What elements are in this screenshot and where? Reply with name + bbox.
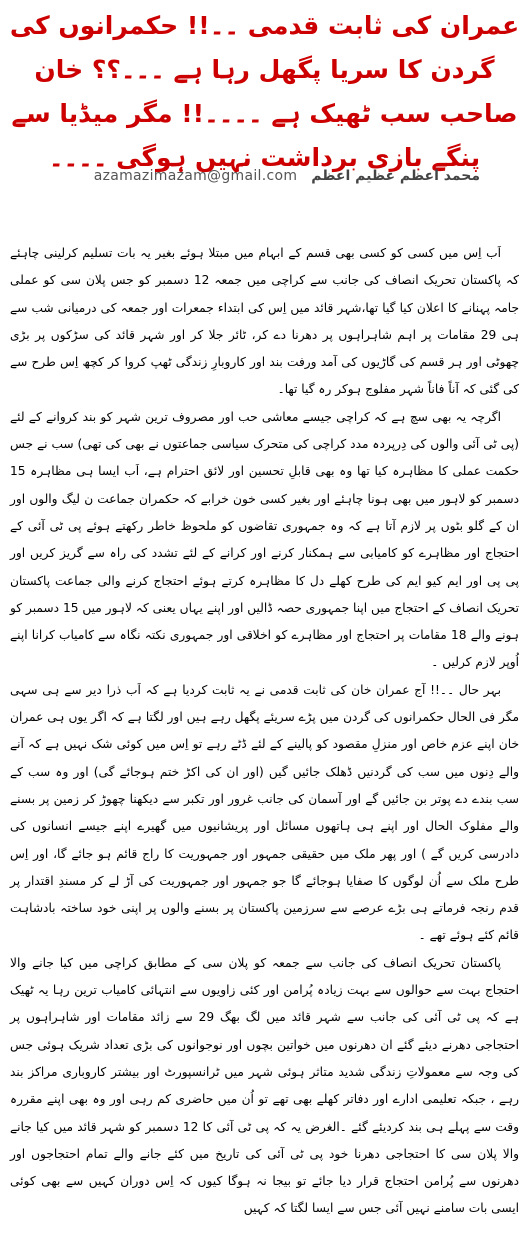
- article-paragraph-1: اَب اِس میں کسی کو کسی بھی قسم کے ابہام میں مبتلا ہوئے بغیر یہ بات تسلیم کرلینی چاہئے کہ پاکستان تحریک انصاف کی جانب سے کراچی میں جمعہ 12 دسمبر کو جس پلان سی کو عملی جامہ پہنانے کا اعلان کیا گیا تھا،شہر قائد میں اِس کی ابتداء جمعرات اور جمعہ کی درمیانی شب سے ہی 29 مقامات پر اہم شاہراہوں پر دھرنا دے کر، ٹائر جلا کر اور شہر قائد کی سڑکوں پر بڑی چھوٹی اور ہر قسم کی گاڑیوں کی آمد ورفت بند اور کاروبارِ زندگی ٹھپ کروا کر کچھ اِس طرح سے کی گئی کہ آناً فاناً شہر مفلوج ہوکر رہ گیا تھا۔: [10, 246, 519, 397]
- article-paragraph-3: بہر حال ۔۔!! آج عمران خان کی ثابت قدمی نے یہ ثابت کردیا ہے کہ اَب ذرا دیر سے ہی سہی مگر فی الحال حکمرانوں کی گردن میں پڑے سریئے پگھل رہے ہیں اور لگتا ہے کہ اگر یوں ہی عمران خان اپنے عزم خاص اور منزلِ مقصود کو پالینے کے لئے ڈٹے رہے تو اِس میں کوئی شک نہیں ہے کہ آنے والے دِنوں میں سب کی گردنیں ڈھلک جائیں گیں (اور ان کی اکڑ ختم ہوجائے گی) اور وہ سب کے سب بندے دے پوتر بن جائیں گے اور آسمان کی جانب غرور اور تکبر سے دیکھنا چھوڑ کر زمین پر بسنے والے مفلوک الحال اور اپنے ہی ہاتھوں مسائل اور پریشانیوں میں گھیرے اپنے جیسے انسانوں کی دادرسی کریں گے ) اور پھر ملک میں حقیقی جمہور اور جمہوریت کا راج قائم ہو جائے گا، اور اِس طرح ملک سے اُن لوگوں کا صفایا ہوجائے گا جو جمہور اور جمہوریت کی آڑ لے کر مسندِ اقتدار پر قدم رنجہ فرماتے ہی بڑے عرصے سے سرزمین پاکستان پر بسنے والوں پر اپنی خود ساختہ بادشاہت قائم کئے ہوئے تھے ۔: [10, 682, 519, 943]
- author-name: محمد اعظم عظیم اعظم: [311, 168, 480, 184]
- article-paragraph-2: اگرچہ یہ بھی سچ ہے کہ کراچی جیسے معاشی حب اور مصروف ترین شہر کو بند کروانے کے لئے (پی ٹی آئی والوں کی دِرپردہ مدد کراچی کی متحرک سیاسی جماعتوں نے بھی کی تھی) سب نے جس حکمت عملی کا مظاہرہ کیا تھا وہ بھی قابلِ تحسین اور لائق احترام ہے، اَب ایسا ہی مظاہرہ 15 دسمبر کو لاہور میں بھی ہونا چاہئے اور بغیر کسی خون خرابے کہ حکمران جماعت ن لیگ والوں اور ان کے گلو بٹوں پر لازم آتا ہے کہ وہ جمہوری تقاضوں کو ملحوظ خاطر رکھتے ہوئے پی ٹی آئی کے احتجاج اور مظاہرے کو کامیابی سے ہمکنار کرنے اور کرانے کے لئے تشدد کی راہ سے گریز کریں اور پی پی اور ایم کیو ایم کی طرح کھلے دل کا مظاہرہ کرتے ہوئے احتجاج کرنے والی جماعت پاکستان تحریک انصاف کے احتجاج میں اپنا جمہوری حصہ ڈالیں اور اپنے یہاں یعنی کہ لاہور میں 15 دسمبر کو ہونے والے 18 مقامات پر احتجاج اور مظاہرے کو اخلاقی اور جمہوری نکتہ نگاہ سے کامیاب کرانا اپنے اُوپر لازم کرلیں ۔: [10, 409, 519, 670]
- byline: [60, 168, 480, 184]
- article-paragraph-4: پاکستان تحریک انصاف کی جانب سے جمعہ کو پلان سی کے مطابق کراچی میں کیا جانے والا احتجاج بہت سے حوالوں سے بہت زیادہ پُرامن اور کئی زاویوں سے انتہائی کامیاب ترین رہا یہ ٹھیک ہے کہ پی ٹی آئی کی جانب سے شہر قائد میں لگ بھگ 29 سے زائد مقامات اور شاہراہوں پر احتجاجی دھرنے دیئے گئے ان دھرنوں میں خواتین بچوں اور نوجوانوں کی بڑی تعداد شریک ہوئی جس کی وجہ سے معمولاتِ زندگی شدید متاثر ہوئی شہر میں ٹرانسپورٹ اور بیشتر کاروباری مراکز بند رہے ، جبکہ تعلیمی ادارے اور دفاتر کھلے بھی تھے تو اُن میں حاضری کم رہی اور وہ بھی اپنے مقررہ وقت سے پہلے ہی بند کردیئے گئے ۔الغرض یہ کہ پی ٹی آئی کا 12 دسمبر کو شہر قائد میں کیا جانے والا پلان سی کا احتجاجی دھرنا خود پی ٹی آئی کی تاریخ میں کئے جانے والے تمام احتجاجوں اور دھرنوں سے پُرامن احتجاج قرار دیا جائے تو بیجا نہ ہوگا کیوں کہ اِس دوران کہیں سے بھی کوئی ایسی بات سامنے نہیں آئی جس سے ایسا لگتا کہ کہیں: [10, 955, 520, 1216]
- article-headline: عمران کی ثابت قدمی ۔۔!! حکمرانوں کی گردن کا سریا پگھل رہا ہے ۔۔۔؟؟ خان صاحب سب ٹھیک ہے ۔۔۔۔!! مگر میڈیا سے پنگے بازی برداشت نہیں ہوگی ۔۔۔۔: [9, 11, 520, 172]
- author-email[interactable]: azamazimazam@gmail.com: [93, 168, 298, 184]
- article-body: [10, 240, 519, 1223]
